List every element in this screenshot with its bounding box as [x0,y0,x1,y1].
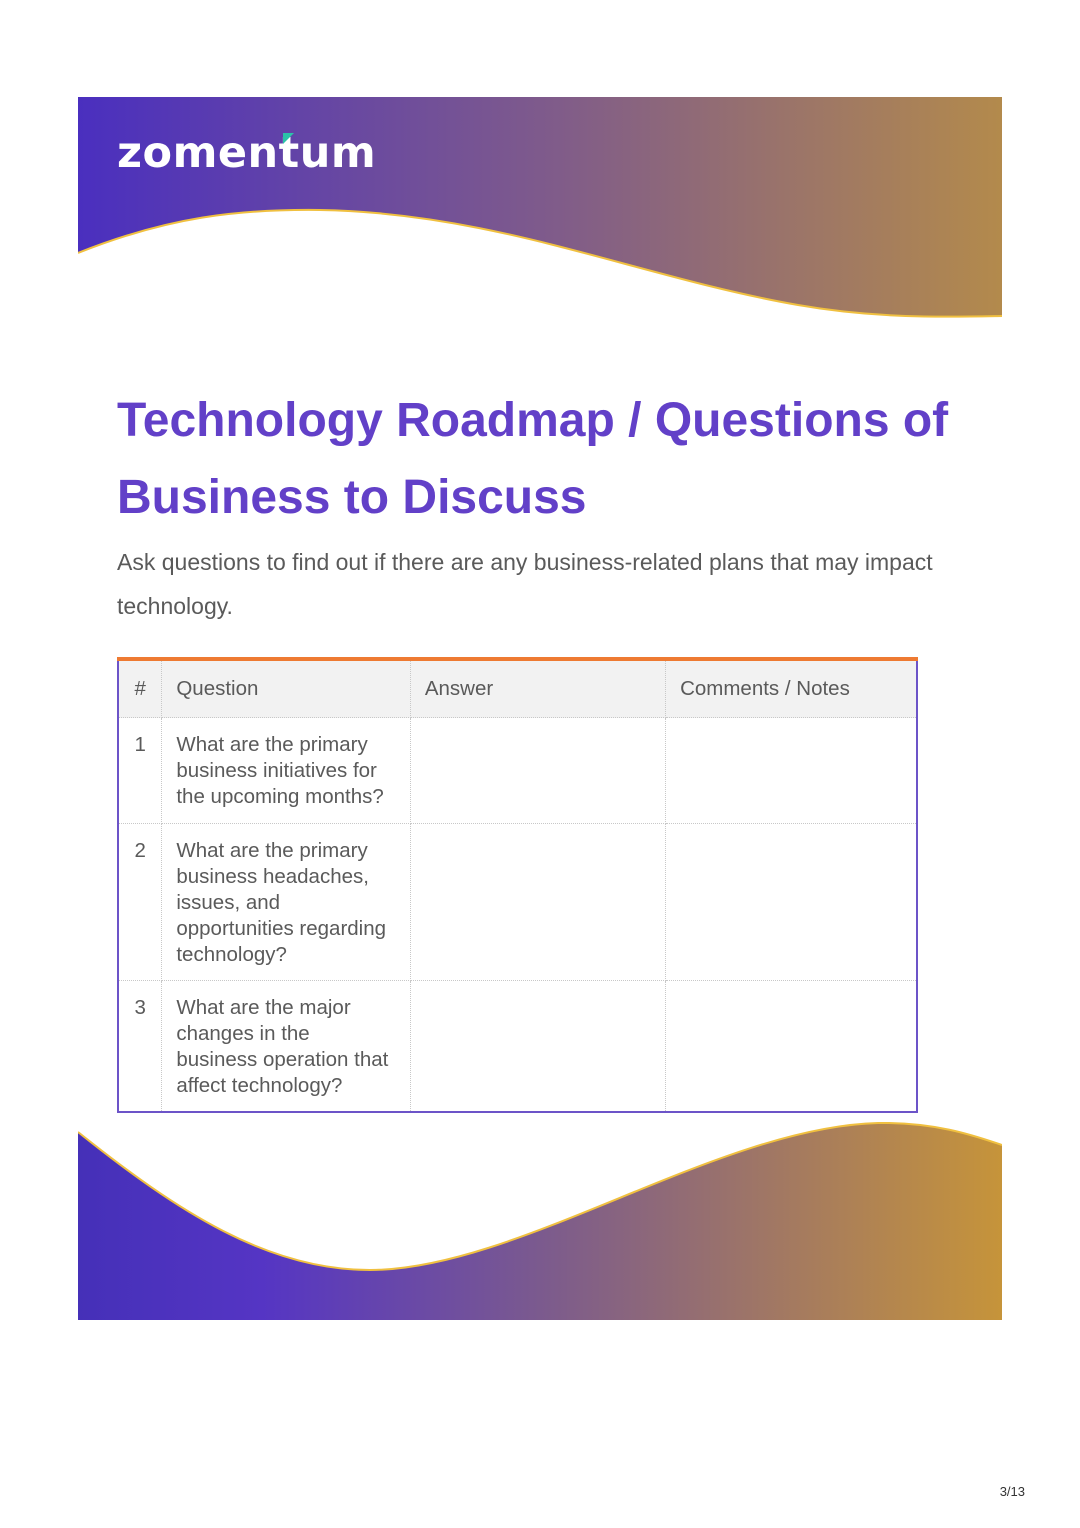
questions-table [117,657,918,1113]
row-number: 2 [118,824,162,981]
row-comments[interactable] [666,981,917,1113]
intro-text: Ask questions to find out if there are any business-related plans that may impact technology. [117,549,933,619]
table-row [118,981,917,1113]
row-number: 3 [118,981,162,1113]
row-question: What are the primary business headaches, issues, and opportunities regarding technology? [162,824,411,981]
table-header-row [118,659,917,718]
table-row [118,824,917,981]
row-answer[interactable] [410,981,665,1113]
row-answer[interactable] [410,718,665,824]
table-row [118,718,917,824]
logo-accent-icon [283,133,294,144]
page-number: 3/13 [999,1484,1025,1499]
row-number: 1 [118,718,162,824]
row-comments[interactable] [666,718,917,824]
row-question: What are the primary business initiatives for the upcoming months? [162,718,411,824]
page-title: Technology Roadmap / Questions of Business to Discuss [117,394,949,524]
row-question: What are the major changes in the business operation that affect technology? [162,981,411,1113]
header-comments: Comments / Notes [666,659,917,718]
footer-banner [78,1122,1002,1320]
header-number: # [118,659,162,718]
zomentum-logo: zomentum [117,128,377,178]
row-answer[interactable] [410,824,665,981]
row-comments[interactable] [666,824,917,981]
header-answer: Answer [410,659,665,718]
header-question: Question [162,659,411,718]
